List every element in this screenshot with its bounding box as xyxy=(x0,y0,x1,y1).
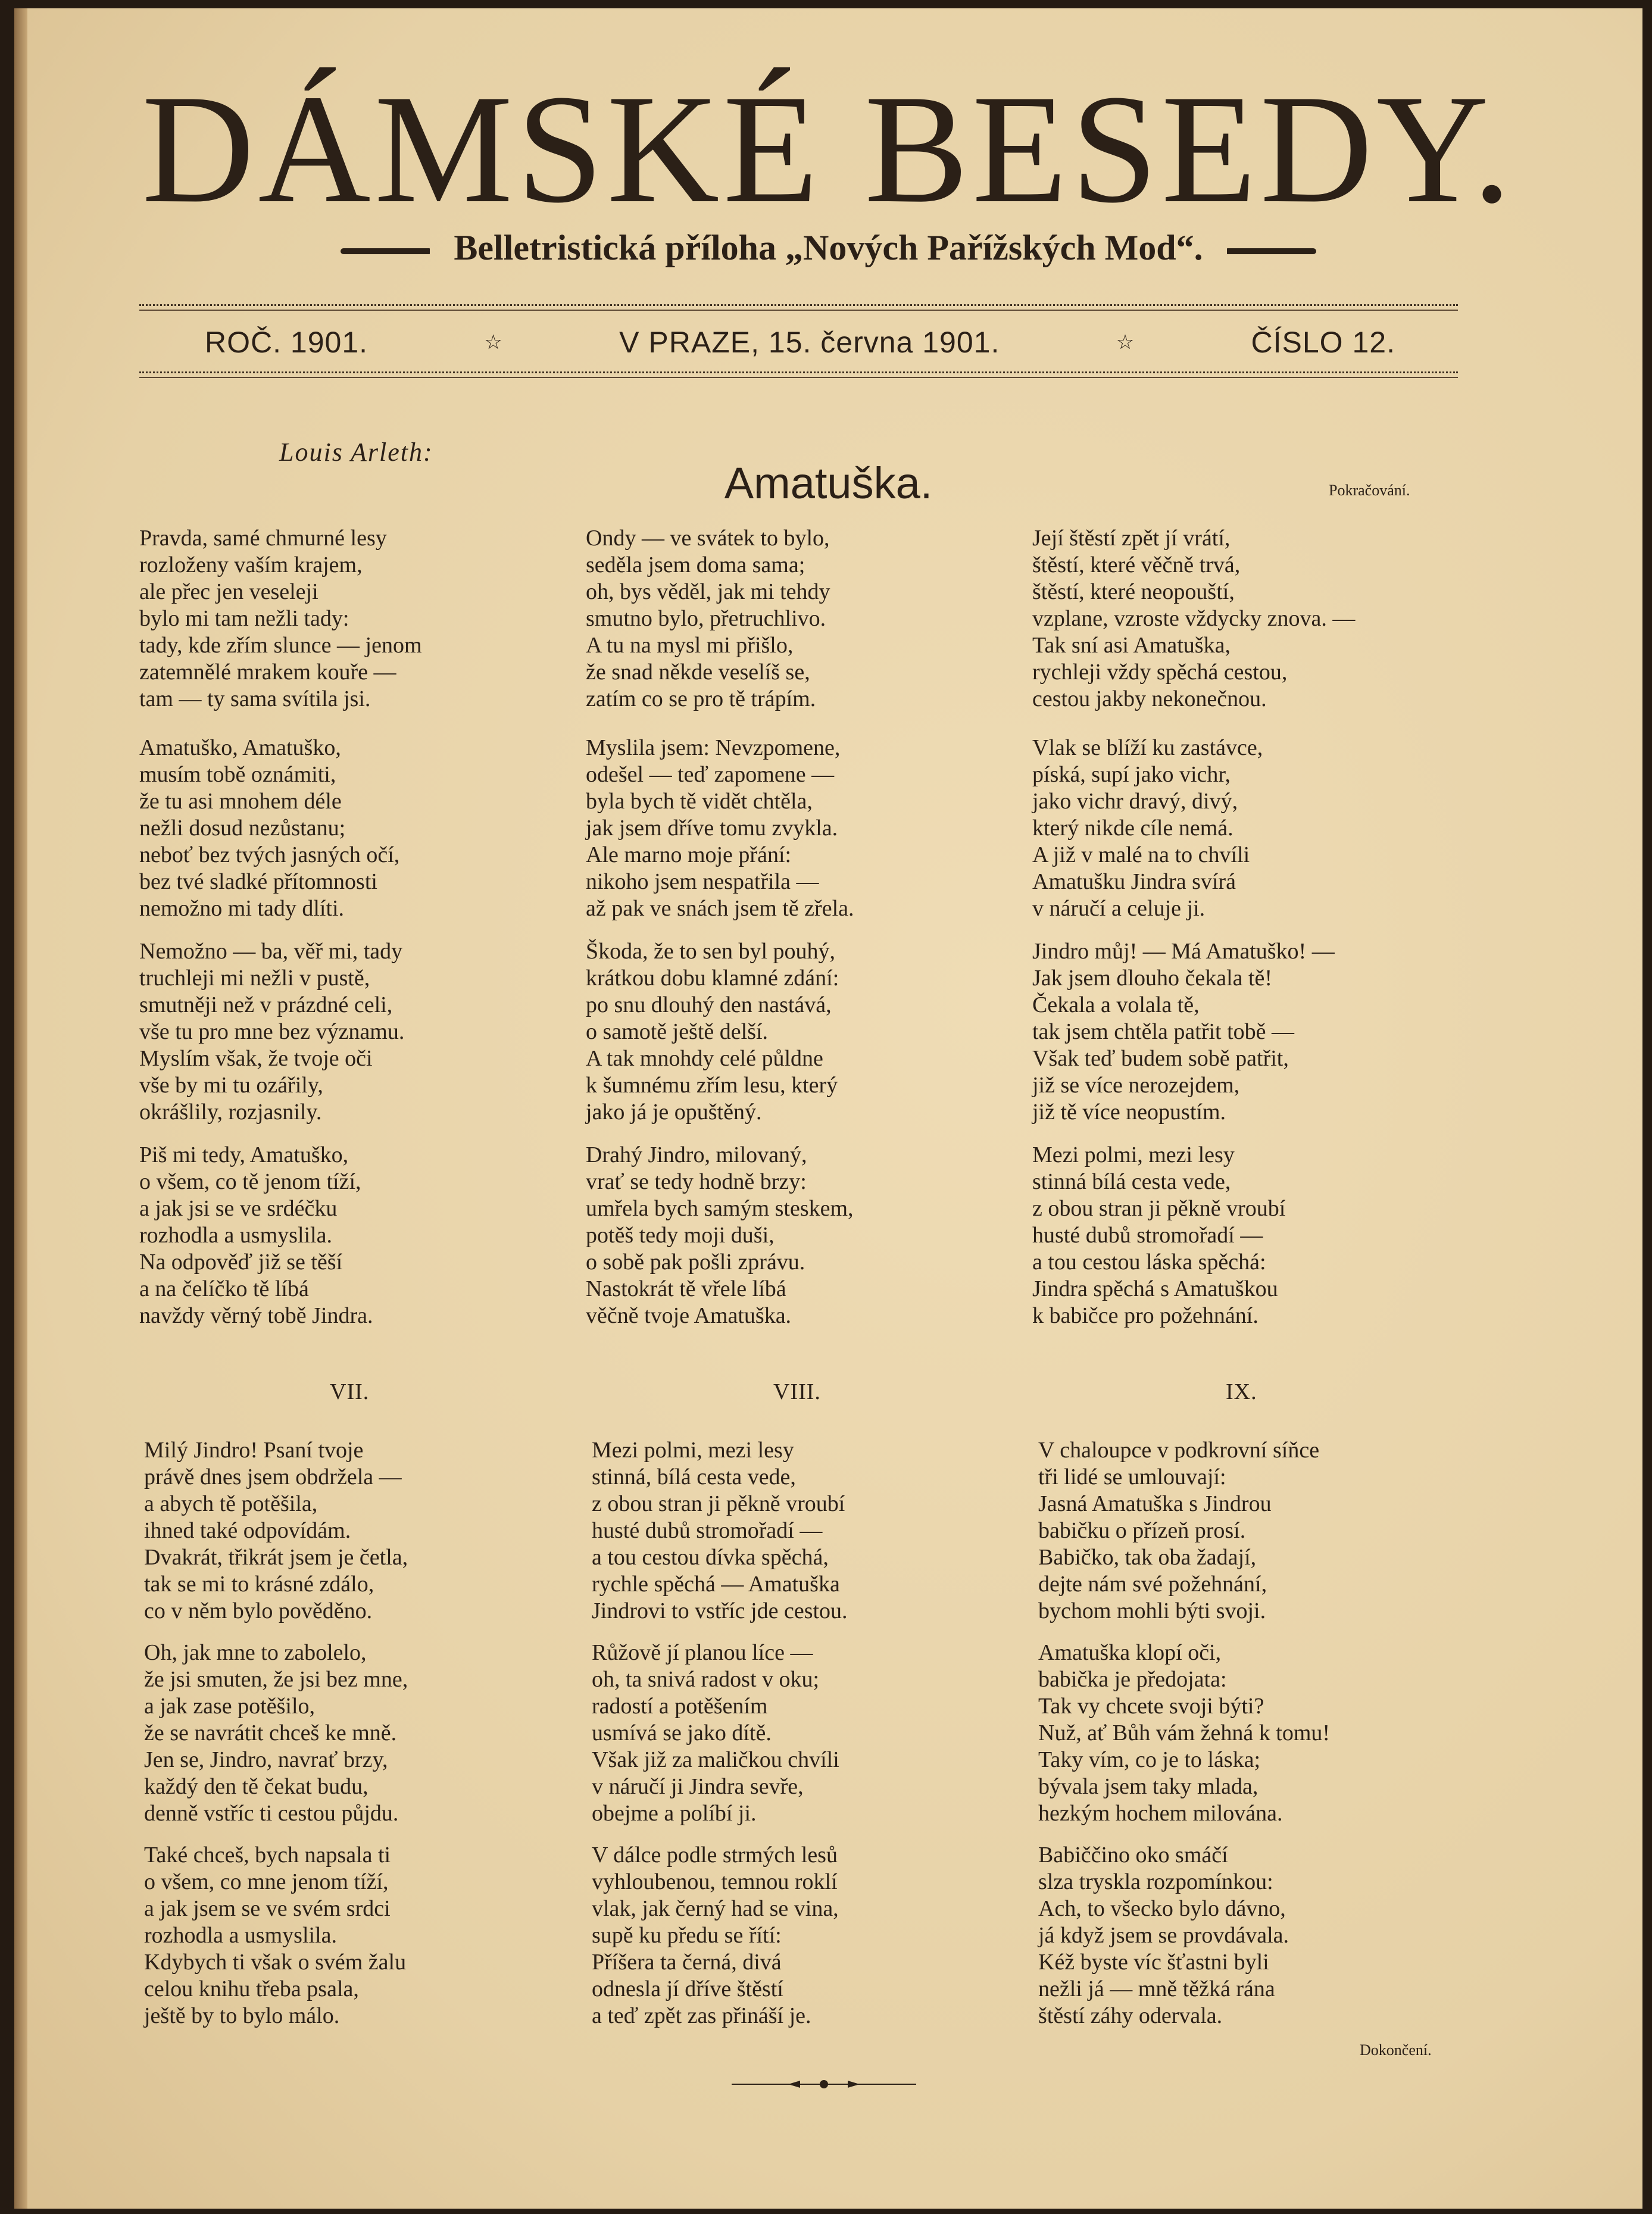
left-flourish xyxy=(341,248,430,254)
author-byline: Louis Arleth: xyxy=(279,438,433,467)
subtitle-row xyxy=(14,227,1642,268)
stanza: Amatuška klopí oči, babička je předojata: Tak vy chcete svoji býti? Nuž, ať Bůh vám žehná k tomu! Taky vím, co je to láska; bývala jsem taky mlada, hezkým hochem milována. xyxy=(1038,1640,1331,1826)
stanza: Ondy — ve svátek to bylo, seděla jsem doma sama; oh, bys věděl, jak mi tehdy smutno bylo, přetruchlivo. A tu na mysl mi přišlo, že snad někde veselíš se, zatím co se pro tě trápím. xyxy=(586,526,830,711)
stanza: Růžově jí planou líce — oh, ta snivá radost v oku; radostí a potěšením usmívá se jako dítě. Však již za maličkou chvíli v náručí ji Jindra sevře, obejme a políbí ji. xyxy=(592,1640,839,1826)
stanza: Jindro můj! — Má Amatuško! — Jak jsem dlouho čekala tě! Čekala a volala tě, tak jsem chtěla patřit tobě — Však teď budem sobě patřit, již se více nerozejdem, již tě více neopustím. xyxy=(1032,939,1335,1125)
stanza: Také chceš, bych napsala ti o všem, co mne jenom tíží, a jak jsem se ve svém srdci rozhodla a usmyslila. Kdybych ti však o svém žalu celou knihu třeba psala, ještě by to bylo málo. xyxy=(144,1843,407,2028)
star-separator: ☆ xyxy=(484,331,503,354)
bottom-rule xyxy=(139,371,1458,378)
stanza: Babiččino oko smáčí slza tryskla rozpomínkou: Ach, to všecko bylo dávno, já když jsem se provdávala. Kéž byste víc šťastni byli nežli já — mně těžká rána štěstí záhy odervala. xyxy=(1038,1843,1289,2028)
issue-bar xyxy=(205,325,1395,360)
subtitle: Belletristická příloha „Nových Pařížských Mod“. xyxy=(454,228,1203,267)
article-title: Amatuška. xyxy=(724,458,933,508)
stanza: V dálce podle strmých lesů vyhloubenou, temnou roklí vlak, jak černý had se vina, supě ku předu se řítí: Příšera ta černá, divá odnesla jí dříve štěstí a teď zpět zas přináší je. xyxy=(592,1843,839,2028)
stanza: Mezi polmi, mezi lesy stinná bílá cesta vede, z obou stran ji pěkně vroubí husté dubů stromořadí — a tou cestou láska spěchá: Jindra spěchá s Amatuškou k babičce pro požehnání. xyxy=(1032,1142,1286,1328)
newspaper-page xyxy=(14,8,1642,2209)
binding-spine xyxy=(14,8,27,2209)
issue-number: ČÍSLO 12. xyxy=(1251,326,1395,359)
top-rule xyxy=(139,304,1458,311)
to-be-concluded-note: Dokončení. xyxy=(1360,2041,1432,2059)
stanza: Amatuško, Amatuško, musím tobě oznámiti, že tu asi mnohem déle nežli dosud nezůstanu; neboť bez tvých jasných očí, bez tvé sladké přítomnosti nemožno mi tady dlíti. xyxy=(139,735,400,921)
stanza: Myslila jsem: Nevzpomene, odešel — teď zapomene — byla bych tě vidět chtěla, jak jsem dříve tomu zvykla. Ale marno moje přání: nikoho jsem nespatřila — až pak ve snách jsem tě zřela. xyxy=(586,735,854,921)
section-numeral: IX. xyxy=(1226,1379,1257,1404)
issue-place-date: V PRAZE, 15. června 1901. xyxy=(619,326,1000,359)
right-flourish xyxy=(1227,248,1316,254)
continued-note: Pokračování. xyxy=(1329,482,1410,499)
issue-year: ROČ. 1901. xyxy=(205,326,369,359)
stanza: Mezi polmi, mezi lesy stinná, bílá cesta vede, z obou stran ji pěkně vroubí husté dubů stromořadí — a tou cestou dívka spěchá, rychle spěchá — Amatuška Jindrovi to vstříc jde cestou. xyxy=(592,1438,848,1623)
stanza: Drahý Jindro, milovaný, vrať se tedy hodně brzy: umřela bych samým steskem, potěš tedy moji duši, o sobě pak pošli zprávu. Nastokrát tě vřele líbá věčně tvoje Amatuška. xyxy=(586,1142,854,1328)
masthead-dot: . xyxy=(1472,63,1515,235)
stanza: Její štěstí zpět jí vrátí, štěstí, které věčně trvá, štěstí, které neopouští, vzplane, vzroste vždycky znova. — Tak sní asi Amatuška, rychleji vždy spěchá cestou, cestou jakby nekonečnou. xyxy=(1032,526,1356,711)
stanza: Vlak se blíží ku zastávce, píská, supí jako vichr, jako vichr dravý, divý, který nikde cíle nemá. A již v malé na to chvíli Amatušku Jindra svírá v náručí a celuje ji. xyxy=(1032,735,1263,921)
masthead-title: DÁMSKÉ BESEDY xyxy=(142,63,1473,235)
stanza: Piš mi tedy, Amatuško, o všem, co tě jenom tíží, a jak jsi se ve srdéčku rozhodla a usmyslila. Na odpověď již se těší a na čelíčko tě líbá navždy věrný tobě Jindra. xyxy=(139,1142,373,1328)
stanza: Milý Jindro! Psaní tvoje právě dnes jsem obdržela — a abych tě potěšila, ihned také odpovídám. Dvakrát, třikrát jsem je četla, tak se mi to krásné zdálo, co v něm bylo pověděno. xyxy=(144,1438,408,1623)
end-ornament xyxy=(732,2077,916,2091)
stanza: Oh, jak mne to zabolelo, že jsi smuten, že jsi bez mne, a jak zase potěšilo, že se navrátit chceš ke mně. Jen se, Jindro, navrať brzy, každý den tě čekat budu, denně vstříc ti cestou půjdu. xyxy=(144,1640,408,1826)
section-numeral: VII. xyxy=(330,1379,370,1404)
section-numeral: VIII. xyxy=(773,1379,821,1404)
masthead xyxy=(14,63,1642,235)
stanza: V chaloupce v podkrovní síňce tři lidé se umlouvají: Jasná Amatuška s Jindrou babičku o přízeň prosí. Babičko, tak oba žadají, dejte nám své požehnání, bychom mohli býti svoji. xyxy=(1038,1438,1320,1623)
star-separator: ☆ xyxy=(1116,331,1135,354)
stanza: Nemožno — ba, věř mi, tady truchleji mi nežli v pustě, smutněji než v prázdné celi, vše tu pro mne bez významu. Myslím však, že tvoje oči vše by mi tu ozářily, okrášlily, rozjasnily. xyxy=(139,939,405,1125)
stanza: Pravda, samé chmurné lesy rozloženy vaším krajem, ale přec jen veseleji bylo mi tam nežli tady: tady, kde zřím slunce — jenom zatemnělé mrakem kouře — tam — ty sama svítila jsi. xyxy=(139,526,422,711)
stanza: Škoda, že to sen byl pouhý, krátkou dobu klamné zdání: po snu dlouhý den nastává, o samotě ještě delší. A tak mnohdy celé půldne k šumnému zřím lesu, který jako já je opuštěný. xyxy=(586,939,839,1125)
